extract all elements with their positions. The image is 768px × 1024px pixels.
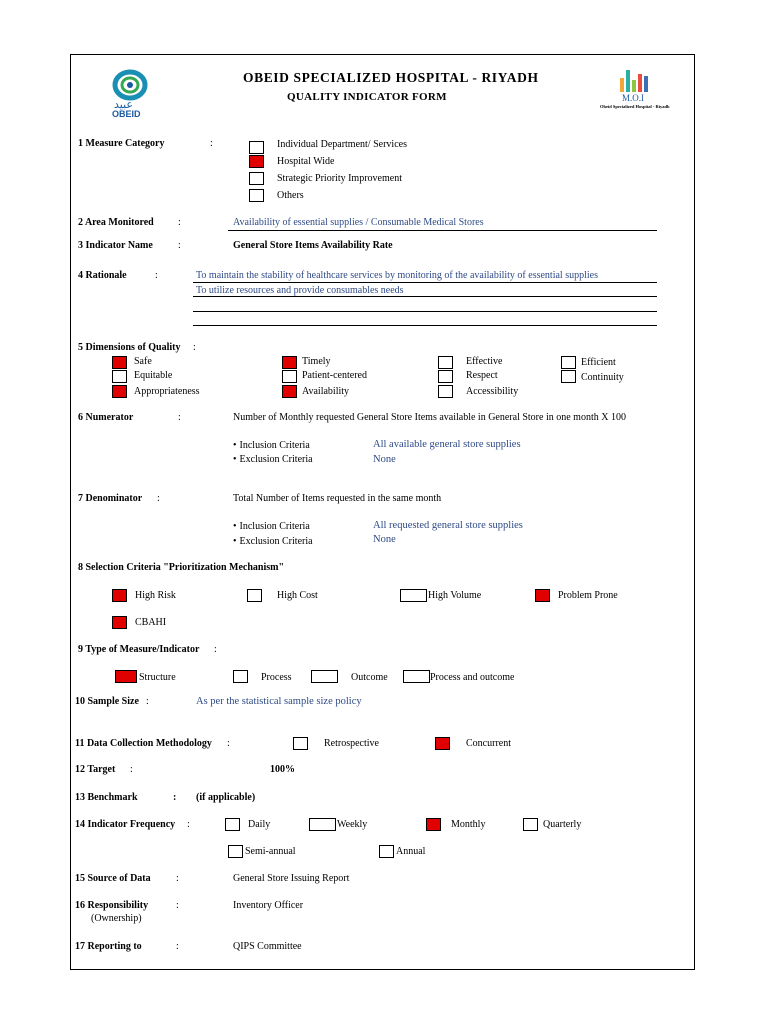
section-2-colon: :: [178, 217, 181, 228]
option-monthly: Monthly: [451, 819, 486, 830]
rationale-line-2: To utilize resources and provide consumables needs: [196, 285, 404, 296]
checkbox-high-risk[interactable]: [112, 589, 127, 602]
option-others: Others: [277, 190, 304, 201]
option-high-volume: High Volume: [428, 590, 482, 601]
logo-latin-text: OBEID: [112, 109, 141, 119]
option-high-risk: High Risk: [135, 590, 176, 601]
option-weekly: Weekly: [337, 819, 368, 830]
rationale-rule-3: [193, 311, 657, 312]
option-quarterly: Quarterly: [543, 819, 582, 830]
section-11-colon: :: [227, 738, 230, 749]
denominator-inclusion-label: • Inclusion Criteria: [233, 521, 310, 532]
section-12-colon: :: [130, 764, 133, 775]
rationale-rule-2: [193, 296, 657, 297]
numerator-value: Number of Monthly requested General Store Items available in General Store in one month X 100: [233, 412, 626, 423]
section-5-colon: :: [193, 342, 196, 353]
option-effective: Effective: [466, 356, 503, 367]
checkbox-hospital-wide[interactable]: [249, 155, 264, 168]
denominator-exclusion-label: • Exclusion Criteria: [233, 536, 313, 547]
section-12-label: 12 Target: [75, 764, 116, 775]
checkbox-concurrent[interactable]: [435, 737, 450, 750]
hospital-title: OBEID SPECIALIZED HOSPITAL - RIYADH: [243, 70, 539, 85]
option-high-cost: High Cost: [277, 590, 318, 601]
checkbox-high-cost[interactable]: [247, 589, 262, 602]
checkbox-others[interactable]: [249, 189, 264, 202]
checkbox-annual[interactable]: [379, 845, 394, 858]
section-13-colon: :: [173, 792, 177, 803]
obeid-logo: [108, 68, 152, 120]
section-5-label: 5 Dimensions of Quality: [78, 342, 181, 353]
section-3-colon: :: [178, 240, 181, 251]
rationale-line-1: To maintain the stability of healthcare services by monitoring of the availability of essential supplies: [196, 270, 598, 281]
checkbox-quarterly[interactable]: [523, 818, 538, 831]
option-individual-department: Individual Department/ Services: [277, 139, 407, 150]
numerator-inclusion-value: All available general store supplies: [373, 439, 521, 450]
form-subtitle: QUALITY INDICATOR FORM: [287, 91, 447, 103]
section-15-label: 15 Source of Data: [75, 873, 151, 884]
option-timely: Timely: [302, 356, 331, 367]
section-8-label: 8 Selection Criteria "Prioritization Mechanism": [78, 562, 285, 573]
numerator-exclusion-label: • Exclusion Criteria: [233, 454, 313, 465]
checkbox-patient-centered[interactable]: [282, 370, 297, 383]
option-structure: Structure: [139, 672, 176, 683]
option-availability: Availability: [302, 386, 350, 397]
responsibility-value: Inventory Officer: [233, 900, 304, 911]
checkbox-respect[interactable]: [438, 370, 453, 383]
numerator-exclusion-value: None: [373, 454, 396, 465]
denominator-exclusion-value: None: [373, 534, 396, 545]
option-retrospective: Retrospective: [324, 738, 379, 749]
section-10-label: 10 Sample Size: [75, 696, 139, 707]
checkbox-appropriateness[interactable]: [112, 385, 127, 398]
option-appropriateness: Appropriateness: [134, 386, 200, 397]
section-17-label: 17 Reporting to: [75, 941, 142, 952]
checkbox-daily[interactable]: [225, 818, 240, 831]
obeid-logo-icon: [108, 68, 152, 102]
form-frame: [70, 54, 695, 970]
section-4-colon: :: [155, 270, 158, 281]
section-7-label: 7 Denominator: [78, 493, 143, 504]
checkbox-cbahi[interactable]: [112, 616, 127, 629]
section-4-label: 4 Rationale: [78, 270, 127, 281]
option-efficient: Efficient: [581, 357, 616, 368]
benchmark-value: (if applicable): [196, 792, 256, 803]
checkbox-strategic-priority[interactable]: [249, 172, 264, 185]
option-semi-annual: Semi-annual: [245, 846, 296, 857]
checkbox-problem-prone[interactable]: [535, 589, 550, 602]
option-hospital-wide: Hospital Wide: [277, 156, 335, 167]
option-patient-centered: Patient-centered: [302, 370, 367, 381]
section-14-colon: :: [187, 819, 190, 830]
option-concurrent: Concurrent: [466, 738, 511, 749]
option-daily: Daily: [248, 819, 271, 830]
option-strategic-priority: Strategic Priority Improvement: [277, 173, 402, 184]
bar-chart-logo-icon: [616, 66, 656, 92]
checkbox-accessibility[interactable]: [438, 385, 453, 398]
indicator-name-value: General Store Items Availability Rate: [233, 240, 393, 251]
denominator-value: Total Number of Items requested in the same month: [233, 493, 442, 504]
area-monitored-line: [228, 230, 657, 231]
checkbox-monthly[interactable]: [426, 818, 441, 831]
section-9-colon: :: [214, 644, 217, 655]
option-continuity: Continuity: [581, 372, 624, 383]
checkbox-semi-annual[interactable]: [228, 845, 243, 858]
area-monitored-value: Availability of essential supplies / Consumable Medical Stores: [233, 217, 484, 228]
section-10-colon: :: [146, 696, 149, 707]
rationale-rule-4: [193, 325, 657, 326]
option-process: Process: [261, 672, 292, 683]
logo-arabic-text: عبيد: [114, 98, 133, 111]
section-16-colon: :: [176, 900, 179, 911]
section-7-colon: :: [157, 493, 160, 504]
section-3-label: 3 Indicator Name: [78, 240, 153, 251]
checkbox-availability[interactable]: [282, 385, 297, 398]
numerator-inclusion-label: • Inclusion Criteria: [233, 440, 310, 451]
rationale-rule-1: [193, 282, 657, 283]
section-15-colon: :: [176, 873, 179, 884]
section-2-label: 2 Area Monitored: [78, 217, 154, 228]
checkbox-equitable[interactable]: [112, 370, 127, 383]
checkbox-process[interactable]: [233, 670, 248, 683]
option-equitable: Equitable: [134, 370, 173, 381]
section-6-label: 6 Numerator: [78, 412, 134, 423]
moi-logo-caption: Obeid Specialized Hospital - Riyadh: [600, 104, 670, 109]
checkbox-timely[interactable]: [282, 356, 297, 369]
option-outcome: Outcome: [351, 672, 388, 683]
section-16-label: 16 Responsibility: [75, 900, 149, 911]
option-accessibility: Accessibility: [466, 386, 519, 397]
target-value: 100%: [270, 764, 295, 775]
checkbox-retrospective[interactable]: [293, 737, 308, 750]
option-problem-prone: Problem Prone: [558, 590, 618, 601]
checkbox-effective[interactable]: [438, 356, 453, 369]
option-annual: Annual: [396, 846, 426, 857]
moi-logo-text: M.O.I: [622, 93, 644, 103]
reporting-to-value: QIPS Committee: [233, 941, 302, 952]
section-11-label: 11 Data Collection Methodology: [75, 738, 212, 749]
checkbox-individual-department[interactable]: [249, 141, 264, 154]
section-1-colon: :: [210, 138, 213, 149]
section-17-colon: :: [176, 941, 179, 952]
option-process-and-outcome: Process and outcome: [430, 672, 515, 683]
checkbox-outcome[interactable]: [311, 670, 338, 683]
option-safe: Safe: [134, 356, 152, 367]
section-16-sublabel: (Ownership): [91, 913, 142, 924]
section-13-label: 13 Benchmark: [75, 792, 138, 803]
option-cbahi: CBAHI: [135, 617, 167, 628]
section-6-colon: :: [178, 412, 181, 423]
checkbox-weekly[interactable]: [309, 818, 336, 831]
checkbox-structure[interactable]: [115, 670, 137, 683]
section-14-label: 14 Indicator Frequency: [75, 819, 176, 830]
section-1-label: 1 Measure Category: [78, 138, 165, 149]
source-of-data-value: General Store Issuing Report: [233, 873, 350, 884]
checkbox-high-volume[interactable]: [400, 589, 427, 602]
sample-size-value: As per the statistical sample size policy: [196, 696, 362, 707]
checkbox-efficient[interactable]: [561, 356, 576, 369]
checkbox-process-and-outcome[interactable]: [403, 670, 430, 683]
section-9-label: 9 Type of Measure/Indicator: [78, 644, 200, 655]
denominator-inclusion-value: All requested general store supplies: [373, 520, 523, 531]
checkbox-safe[interactable]: [112, 356, 127, 369]
moi-logo: [596, 66, 676, 116]
checkbox-continuity[interactable]: [561, 370, 576, 383]
option-respect: Respect: [466, 370, 498, 381]
